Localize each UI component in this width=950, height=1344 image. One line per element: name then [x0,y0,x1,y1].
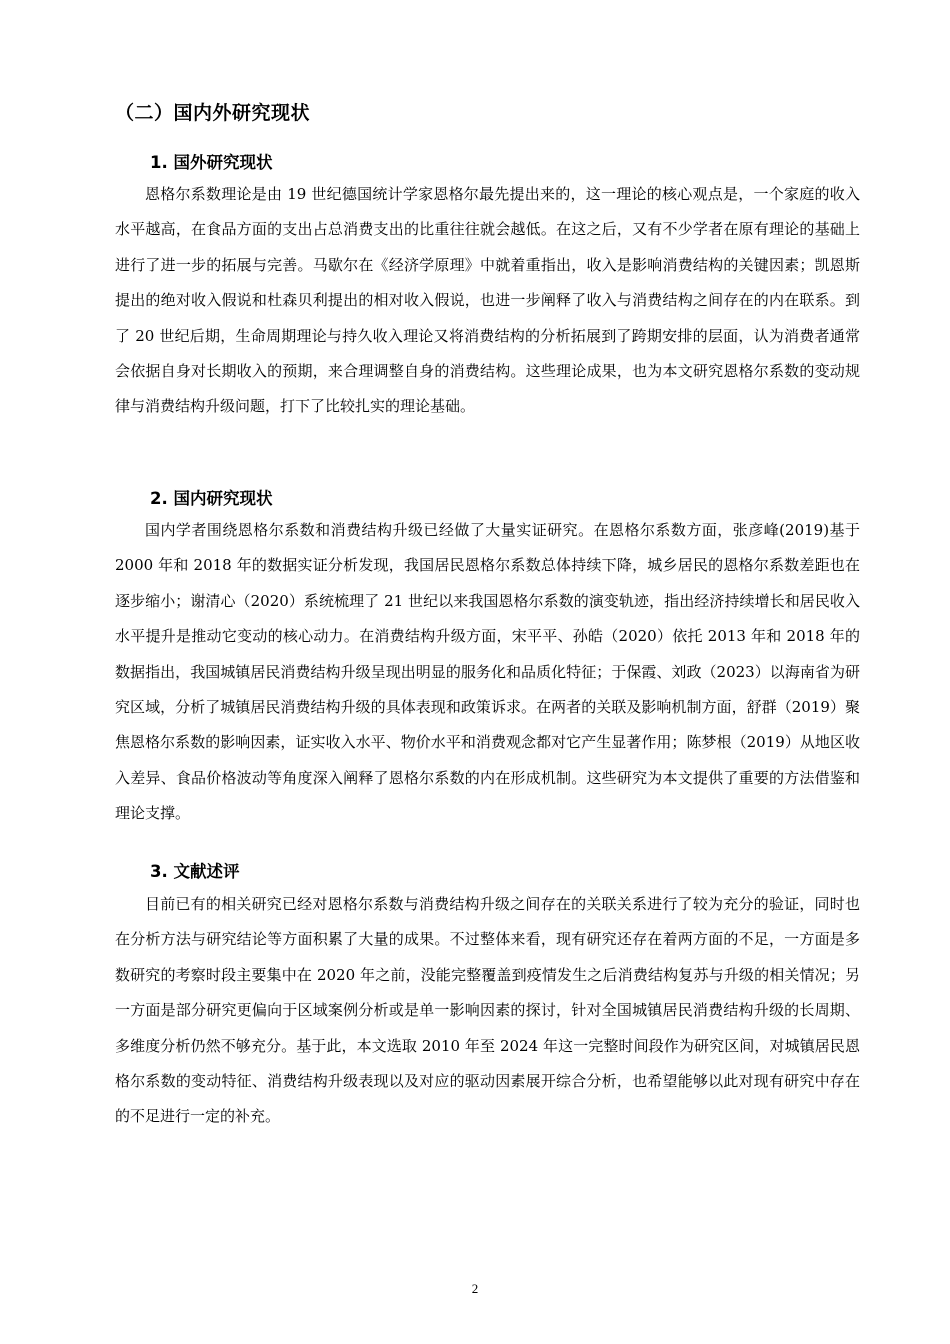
subsection-heading-domestic: 2. 国内研究现状 [150,489,273,508]
paragraph-literature-review: 目前已有的相关研究已经对恩格尔系数与消费结构升级之间存在的关联关系进行了较为充分的验证，同时也在分析方法与研究结论等方面积累了大量的成果。不过整体来看，现有研究还存在着两方面的不足，一方面是多数研究的考察时段主要集中在 2020 年之前，没能完整覆盖到疫情发生之后消费结构复苏与升级的相关情况；另一方面是部分研究更偏向于区域案例分析或是单一影响因素的探讨，针对全国城镇居民消费结构升级的长周期、多维度分析仍然不够充分。基于此，本文选取 2010 年至 2024 年这一完整时间段作为研究区间，对城镇居民恩格尔系数的变动特征、消费结构升级表现以及对应的驱动因素展开综合分析，也希望能够以此对现有研究中存在的不足进行一定的补充。 [115,895,860,1126]
paragraph-domestic-research: 国内学者围绕恩格尔系数和消费结构升级已经做了大量实证研究。在恩格尔系数方面，张彦峰(2019)基于 2000 年和 2018 年的数据实证分析发现，我国居民恩格尔系数总体持续下降，城乡居民的恩格尔系数差距也在逐步缩小；谢清心（2020）系统梳理了 21 世纪以来我国恩格尔系数的演变轨迹，指出经济持续增长和居民收入水平提升是推动它变动的核心动力。在消费结构升级方面，宋平平、孙皓（2020）依托 2013 年和 2018 年的数据指出，我国城镇居民消费结构升级呈现出明显的服务化和品质化特征；于保霞、刘政（2023）以海南省为研究区域，分析了城镇居民消费结构升级的具体表现和政策诉求。在两者的关联及影响机制方面，舒群（2019）聚焦恩格尔系数的影响因素，证实收入水平、物价水平和消费观念都对它产生显著作用；陈梦根（2019）从地区收入差异、食品价格波动等角度深入阐释了恩格尔系数的内在形成机制。这些研究为本文提供了重要的方法借鉴和理论支撑。 [115,521,860,823]
page-number: 2 [471,1281,479,1296]
subsection-heading-foreign: 1. 国外研究现状 [150,153,273,172]
paragraph-foreign-research: 恩格尔系数理论是由 19 世纪德国统计学家恩格尔最先提出来的，这一理论的核心观点是，一个家庭的收入水平越高，在食品方面的支出占总消费支出的比重往往就会越低。在这之后，又有不少学者在原有理论的基础上进行了进一步的拓展与完善。马歇尔在《经济学原理》中就着重指出，收入是影响消费结构的关键因素；凯恩斯提出的绝对收入假说和杜森贝利提出的相对收入假说，也进一步阐释了收入与消费结构之间存在的内在联系。到了 20 世纪后期，生命周期理论与持久收入理论又将消费结构的分析拓展到了跨期安排的层面，认为消费者通常会依据自身对长期收入的预期，来合理调整自身的消费结构。这些理论成果，也为本文研究恩格尔系数的变动规律与消费结构升级问题，打下了比较扎实的理论基础。 [115,185,860,416]
section-title: （二）国内外研究现状 [115,102,311,124]
subsection-heading-review: 3. 文献述评 [150,862,240,881]
